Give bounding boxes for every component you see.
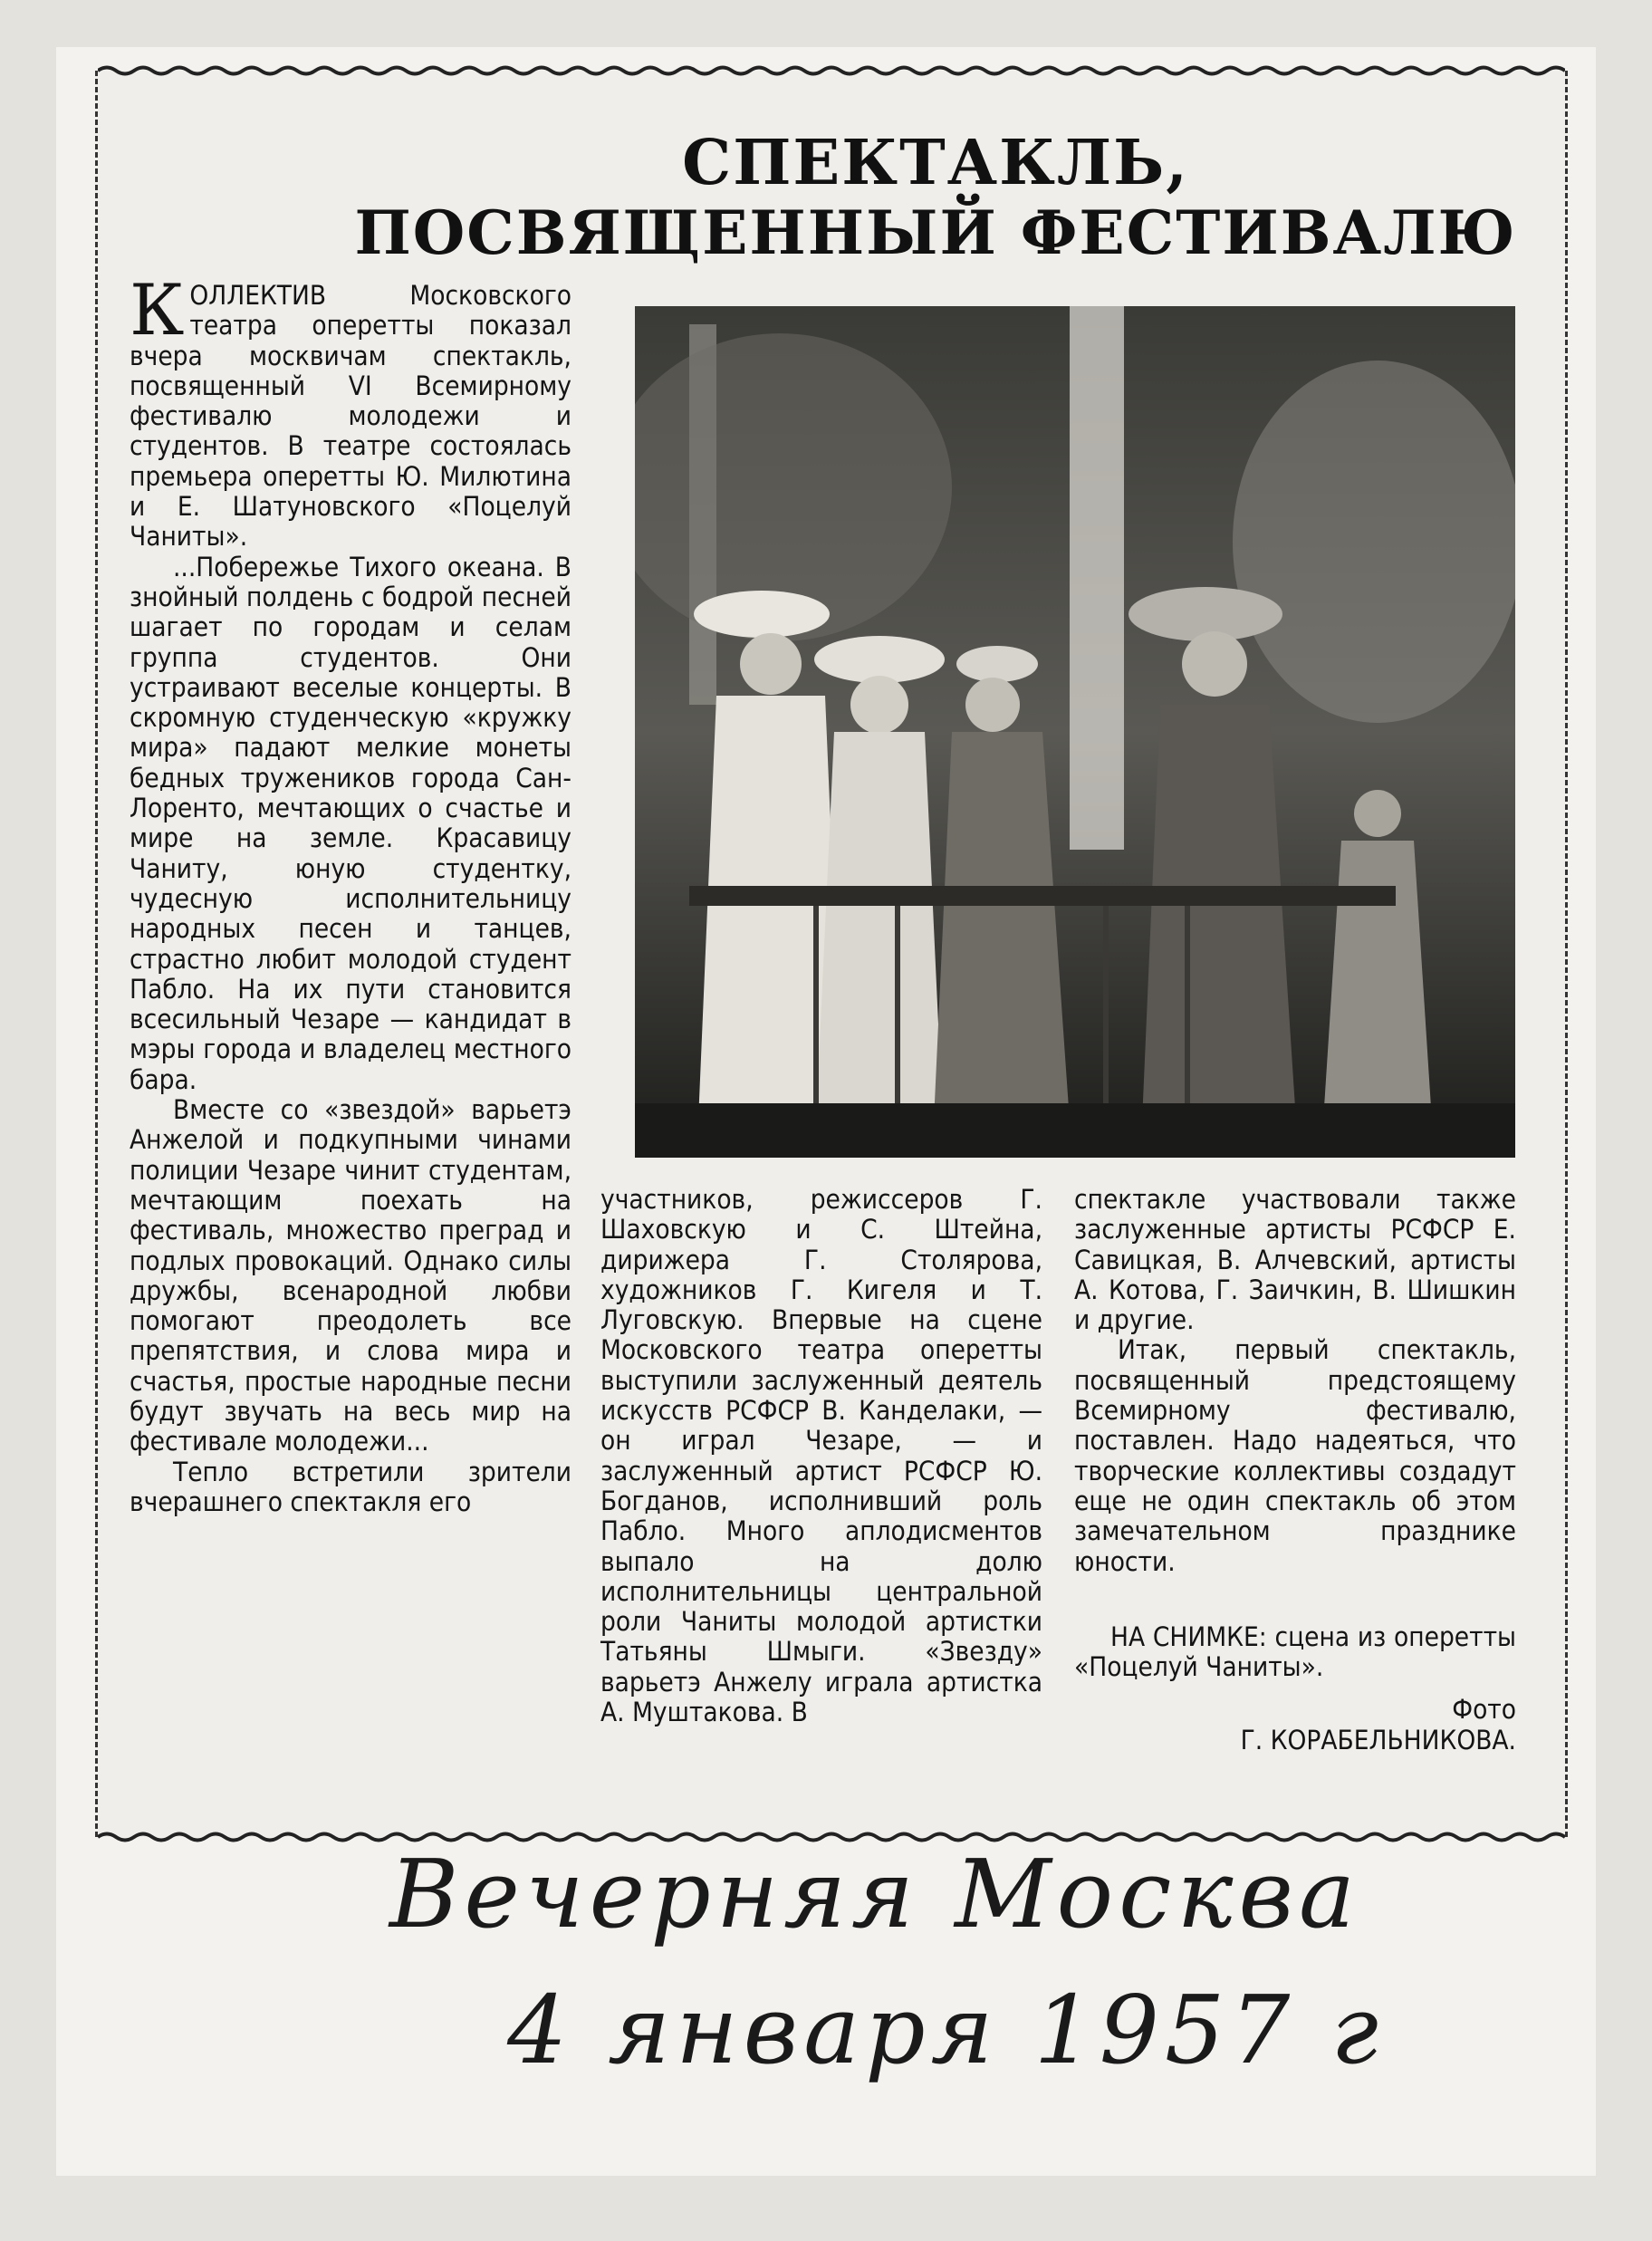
paragraph-1: КОЛЛЕКТИВ Московского театра оперетты показал вчера москвичам спектакль, посвященный VI Всемирному фестивалю молодежи и студентов. В театре состоялась премьера оперетты Ю. Милютина и Е. Шатуновского «Поцелуй Чаниты». xyxy=(130,270,571,553)
paragraph-2: ...Побережье Тихого океана. В знойный полдень с бодрой песней шагает по городам и селам группа студентов. Они устраивают веселые концерты. В скромную студенческую «кружку мира» падают мелкие монеты бедных тружеников города Сан-Лоренто, мечтающих о счастье и мире на земле. Красавицу Чаниту, юную студентку, чудесную исполнительницу народных песен и танцев, страстно любит молодой студент Пабло. На их пути становится всесильный Чезаре — кандидат в мэры города и владелец местного бара. xyxy=(130,551,571,1095)
photo-caption-block xyxy=(1074,1622,1516,1755)
headline-line-2: ПОСВЯЩЕННЫЙ ФЕСТИВАЛЮ xyxy=(354,197,1517,268)
paragraph-5: участников, режиссеров Г. Шаховскую и С. Штейна, дирижера Г. Столярова, художников Г. Кигеля и Т. Луговскую. Впервые на сцене Московского театра оперетты выступили заслуженный деятель искусств РСФСР В. Канделаки, — он играл Чезаре, — и заслуженный артист РСФСР Ю. Богданов, исполнивший роль Пабло. Много аплодисментов выпало на долю исполнительницы центральной роли Чаниты молодой артистки Татьяны Шмыги. «Звезду» варьетэ Анжелу играла артистка А. Муштакова. В xyxy=(600,1184,1042,1728)
stage-photo xyxy=(635,306,1515,1158)
photo-credit-label: Фото xyxy=(1452,1694,1516,1726)
newspaper-clipping xyxy=(95,71,1568,1837)
photo-credit-name: Г. КОРАБЕЛЬНИКОВА. xyxy=(1240,1724,1516,1755)
operetta-scene-image xyxy=(635,306,1515,1158)
paragraph-3: Вместе со «звездой» варьетэ Анжелой и подкупными чинами полиции Чезаре чинит студентам, мечтающим поехать на фестиваль, множество преград и подлых провокаций. Однако силы дружбы, всенародной любви помогают преодолеть все препятствия, и слова мира и счастья, простые народные песни будут звучать на весь мир на фестивале молодежи... xyxy=(130,1094,571,1457)
article-column-3 xyxy=(1074,1185,1516,1755)
handwritten-date-line: 4 января 1957 г xyxy=(507,1975,1384,2085)
top-wavy-border xyxy=(98,64,1565,77)
paragraph-4: Тепло встретили зрители вчерашнего спектакля его xyxy=(130,1456,571,1517)
paragraph-7: Итак, первый спектакль, посвященный предстоящему Всемирному фестивалю, поставлен. Надо надеяться, что творческие коллективы создадут еще не один спектакль об этом замечательном празднике юности. xyxy=(1074,1334,1516,1577)
drop-cap: К xyxy=(130,270,185,351)
paragraph-6: спектакле участвовали также заслуженные артисты РСФСР Е. Савицкая, В. Алчевский, артисты А. Котова, Г. Заичкин, В. Шишкин и другие. xyxy=(1074,1184,1516,1336)
article-column-2 xyxy=(600,1185,1042,1727)
article-column-1 xyxy=(130,270,571,1517)
photo-caption: НА СНИМКЕ: сцена из оперетты «Поцелуй Чаниты». xyxy=(1074,1621,1516,1683)
headline-line-1: СПЕКТАКЛЬ, xyxy=(682,127,1189,199)
handwritten-source-line: Вечерняя Москва xyxy=(389,1839,1361,1949)
